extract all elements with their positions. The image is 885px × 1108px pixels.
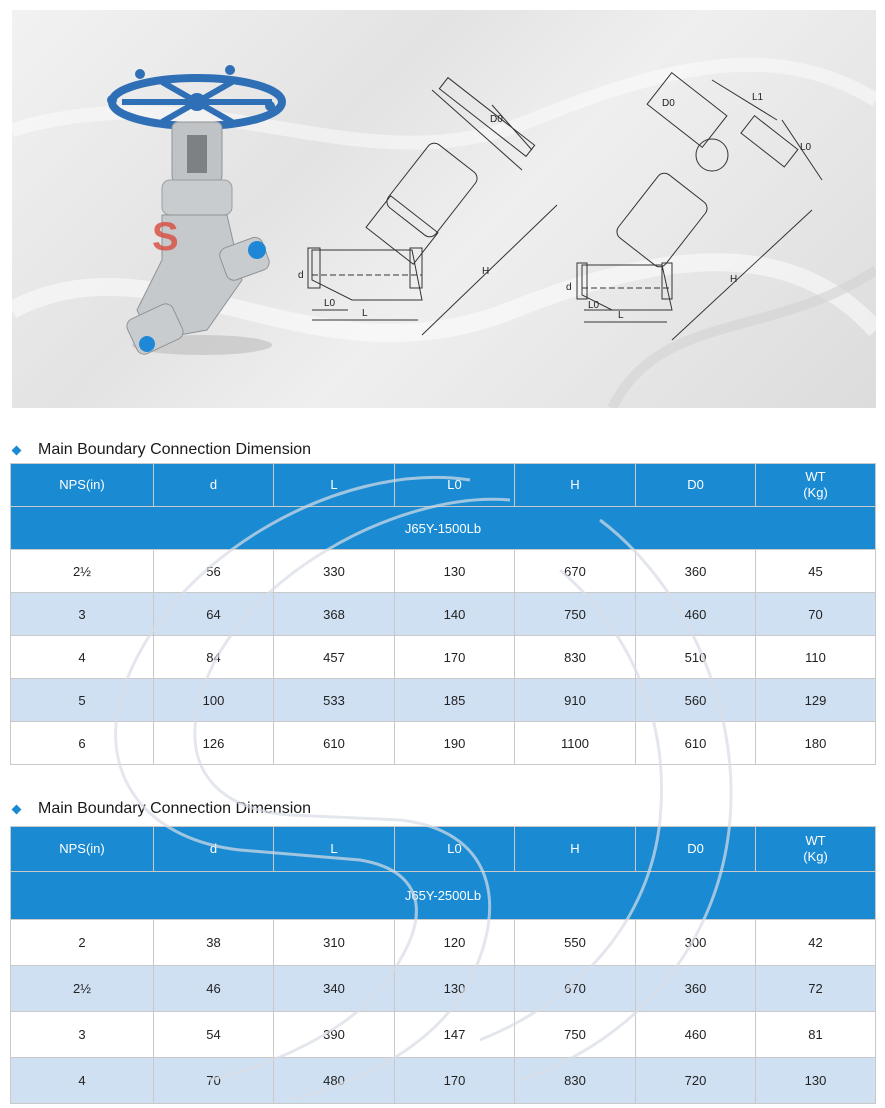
diamond-bullet-icon bbox=[12, 445, 22, 455]
dimension-table-1500lb bbox=[10, 463, 876, 765]
dimension-label-l0-3: L0 bbox=[800, 142, 812, 153]
table-cell: 460 bbox=[636, 1012, 756, 1058]
col-header-nps: NPS(in) bbox=[11, 827, 154, 872]
valve-illustration bbox=[12, 10, 876, 408]
table-header-row bbox=[11, 827, 876, 872]
table-cell: 56 bbox=[154, 550, 274, 593]
table-cell: 610 bbox=[636, 722, 756, 765]
table-header-row bbox=[11, 464, 876, 507]
table-row bbox=[11, 550, 876, 593]
table-cell: 910 bbox=[515, 679, 636, 722]
table-cell: 110 bbox=[756, 636, 876, 679]
col-header-l0: L0 bbox=[395, 464, 515, 507]
table-cell: 830 bbox=[515, 1058, 636, 1104]
table-cell: 81 bbox=[756, 1012, 876, 1058]
col-header-h: H bbox=[515, 827, 636, 872]
table-cell: 130 bbox=[395, 966, 515, 1012]
table-cell: 190 bbox=[395, 722, 515, 765]
dimension-label-l0: L0 bbox=[324, 298, 336, 309]
table-cell: 3 bbox=[11, 1012, 154, 1058]
model-row bbox=[11, 507, 876, 550]
table-cell: 480 bbox=[274, 1058, 395, 1104]
table-row bbox=[11, 636, 876, 679]
table-cell: 460 bbox=[636, 593, 756, 636]
table-cell: 2 bbox=[11, 920, 154, 966]
section-title-1500lb bbox=[10, 441, 311, 459]
table-cell: 670 bbox=[515, 550, 636, 593]
table-cell: 330 bbox=[274, 550, 395, 593]
dimension-label-d0: D0 bbox=[490, 114, 503, 125]
section-title-2500lb bbox=[10, 800, 311, 818]
table-cell: 38 bbox=[154, 920, 274, 966]
col-header-nps: NPS(in) bbox=[11, 464, 154, 507]
table-cell: 54 bbox=[154, 1012, 274, 1058]
table-cell: 390 bbox=[274, 1012, 395, 1058]
table-cell: 129 bbox=[756, 679, 876, 722]
table-cell: 45 bbox=[756, 550, 876, 593]
dimension-label-l0-2: L0 bbox=[588, 300, 600, 311]
section-title-text: Main Boundary Connection Dimension bbox=[38, 441, 312, 458]
dimension-label-l: L bbox=[362, 308, 368, 319]
table-cell: 170 bbox=[395, 1058, 515, 1104]
table-cell: 550 bbox=[515, 920, 636, 966]
table-cell: 670 bbox=[515, 966, 636, 1012]
table-cell: 147 bbox=[395, 1012, 515, 1058]
table-cell: 720 bbox=[636, 1058, 756, 1104]
table-cell: 560 bbox=[636, 679, 756, 722]
col-header-l: L bbox=[274, 464, 395, 507]
table-cell: 120 bbox=[395, 920, 515, 966]
col-header-d: d bbox=[154, 464, 274, 507]
table-cell: 5 bbox=[11, 679, 154, 722]
table-cell: 140 bbox=[395, 593, 515, 636]
table-cell: 457 bbox=[274, 636, 395, 679]
table-cell: 610 bbox=[274, 722, 395, 765]
svg-text:S: S bbox=[152, 215, 179, 259]
table-cell: 70 bbox=[756, 593, 876, 636]
table-cell: 70 bbox=[154, 1058, 274, 1104]
model-name: J65Y-2500Lb bbox=[11, 872, 876, 920]
dimension-label-l1: L1 bbox=[752, 92, 764, 103]
model-row bbox=[11, 872, 876, 920]
table-cell: 130 bbox=[395, 550, 515, 593]
drawing-gearbox-type bbox=[577, 73, 822, 340]
table-cell: 750 bbox=[515, 593, 636, 636]
product-image-banner bbox=[12, 10, 876, 408]
table-cell: 3 bbox=[11, 593, 154, 636]
table-cell: 310 bbox=[274, 920, 395, 966]
col-header-d0: D0 bbox=[636, 464, 756, 507]
table-cell: 100 bbox=[154, 679, 274, 722]
table-cell: 340 bbox=[274, 966, 395, 1012]
table-cell: 368 bbox=[274, 593, 395, 636]
dimension-label-d-2: d bbox=[566, 282, 572, 293]
drawing-handwheel-type bbox=[308, 78, 557, 335]
table-cell: 46 bbox=[154, 966, 274, 1012]
table-cell: 533 bbox=[274, 679, 395, 722]
col-header-wt: WT (Kg) bbox=[756, 464, 876, 507]
table-row bbox=[11, 722, 876, 765]
dimension-label-d: d bbox=[298, 270, 304, 281]
dimension-label-h: H bbox=[482, 266, 490, 277]
table-cell: 830 bbox=[515, 636, 636, 679]
table-cell: 4 bbox=[11, 1058, 154, 1104]
col-header-l: L bbox=[274, 827, 395, 872]
table-cell: 130 bbox=[756, 1058, 876, 1104]
table-row bbox=[11, 966, 876, 1012]
table-row bbox=[11, 920, 876, 966]
table-cell: 1100 bbox=[515, 722, 636, 765]
table-cell: 180 bbox=[756, 722, 876, 765]
dimension-label-l-2: L bbox=[618, 310, 624, 321]
table-cell: 72 bbox=[756, 966, 876, 1012]
table-cell: 4 bbox=[11, 636, 154, 679]
table-row bbox=[11, 593, 876, 636]
table-cell: 300 bbox=[636, 920, 756, 966]
table-row bbox=[11, 679, 876, 722]
dimension-label-d0-2: D0 bbox=[662, 98, 675, 109]
section-title-text: Main Boundary Connection Dimension bbox=[38, 800, 312, 817]
model-name: J65Y-1500Lb bbox=[11, 507, 876, 550]
dimension-label-h-2: H bbox=[730, 274, 738, 285]
diamond-bullet-icon bbox=[12, 804, 22, 814]
table-cell: 360 bbox=[636, 966, 756, 1012]
table-cell: 126 bbox=[154, 722, 274, 765]
table-cell: 170 bbox=[395, 636, 515, 679]
dimension-table-2500lb bbox=[10, 826, 876, 1104]
col-header-d: d bbox=[154, 827, 274, 872]
table-cell: 510 bbox=[636, 636, 756, 679]
col-header-h: H bbox=[515, 464, 636, 507]
table-cell: 2½ bbox=[11, 550, 154, 593]
table-row bbox=[11, 1058, 876, 1104]
table-cell: 750 bbox=[515, 1012, 636, 1058]
table-cell: 360 bbox=[636, 550, 756, 593]
col-header-l0: L0 bbox=[395, 827, 515, 872]
table-cell: 42 bbox=[756, 920, 876, 966]
table-cell: 84 bbox=[154, 636, 274, 679]
table-cell: 185 bbox=[395, 679, 515, 722]
col-header-d0: D0 bbox=[636, 827, 756, 872]
table-row bbox=[11, 1012, 876, 1058]
table-cell: 6 bbox=[11, 722, 154, 765]
col-header-wt: WT (Kg) bbox=[756, 827, 876, 872]
table-cell: 64 bbox=[154, 593, 274, 636]
table-cell: 2½ bbox=[11, 966, 154, 1012]
